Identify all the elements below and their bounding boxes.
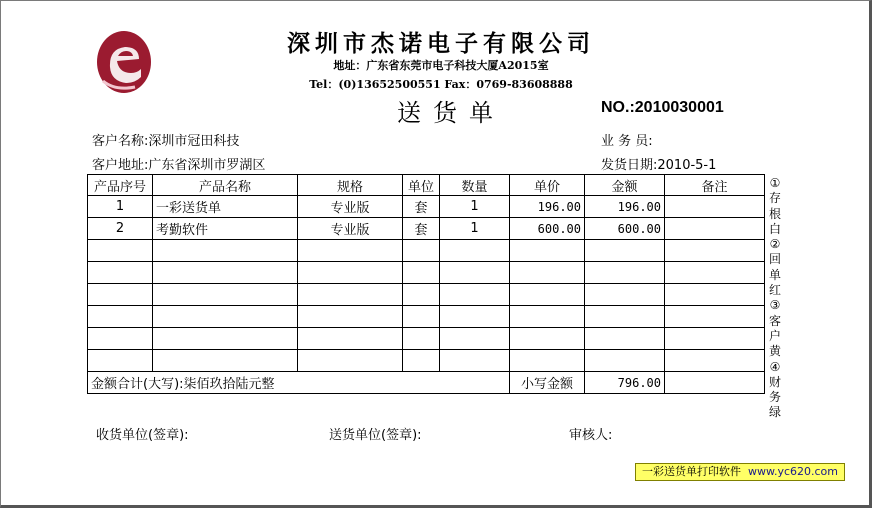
total-lower-label: 小写金额: [510, 372, 585, 394]
copy-char: 黄: [768, 344, 781, 359]
table-cell: 196.00: [585, 196, 665, 218]
table-cell: [510, 306, 585, 328]
table-cell: [298, 284, 403, 306]
table-cell: [298, 350, 403, 372]
table-cell: 专业版: [298, 196, 403, 218]
table-cell: [298, 240, 403, 262]
table-cell: [585, 262, 665, 284]
table-cell: [665, 306, 765, 328]
sender-signature-label: 送货单位(签章):: [329, 428, 422, 443]
table-cell: [403, 284, 440, 306]
customer-address-label: 客户地址:: [92, 158, 149, 173]
table-cell: [510, 328, 585, 350]
table-cell: [440, 306, 510, 328]
copy-char: 客: [768, 313, 781, 328]
table-row: [88, 240, 765, 262]
table-cell: [88, 240, 153, 262]
copy-char: 存: [768, 191, 781, 206]
copy-char: 白: [768, 221, 781, 236]
table-cell: [88, 328, 153, 350]
copy-char: 绿: [768, 405, 781, 420]
table-cell: [440, 284, 510, 306]
table-cell: 套: [403, 196, 440, 218]
salesperson-row: [601, 130, 653, 149]
receiver-signature-label: 收货单位(签章):: [96, 428, 189, 443]
table-cell: 2: [88, 218, 153, 240]
table-cell: [510, 262, 585, 284]
column-header: 产品名称: [153, 175, 298, 196]
table-cell: [403, 240, 440, 262]
column-header: 数量: [440, 175, 510, 196]
table-cell: [403, 328, 440, 350]
table-cell: [298, 262, 403, 284]
table-row: [88, 262, 765, 284]
ship-date-row: [601, 154, 716, 173]
table-cell: [510, 284, 585, 306]
table-cell: [88, 284, 153, 306]
table-cell: [298, 306, 403, 328]
table-cell: [153, 240, 298, 262]
column-header: 金额: [585, 175, 665, 196]
table-cell: [153, 328, 298, 350]
customer-name-label: 客户名称:: [92, 134, 149, 149]
customer-name: 深圳市冠田科技: [148, 134, 240, 149]
table-cell: [665, 218, 765, 240]
table-cell: [665, 240, 765, 262]
table-cell: [585, 306, 665, 328]
copy-char: ③: [769, 298, 781, 313]
ship-date-label: 发货日期:: [601, 158, 658, 173]
table-row: [88, 218, 765, 240]
table-cell: [403, 350, 440, 372]
total-row: [88, 372, 765, 394]
company-contact: Tel：(0)13652500551 Fax：0769-83608888: [309, 78, 573, 91]
table-cell: [403, 306, 440, 328]
table-cell: [153, 306, 298, 328]
total-upper-value: 柒佰玖拾陆元整: [183, 377, 275, 392]
company-address: 地址：广东省东莞市电子科技大厦A2015室: [333, 59, 549, 72]
table-cell: 600.00: [510, 218, 585, 240]
table-cell: [88, 306, 153, 328]
ad-text: 一彩送货单打印软件: [641, 465, 741, 478]
total-upper-cell: [88, 372, 510, 394]
table-cell: 一彩送货单: [153, 196, 298, 218]
salesperson-label: 业 务 员:: [601, 134, 653, 149]
copy-char: 红: [768, 283, 781, 298]
table-cell: [665, 196, 765, 218]
column-header: 备注: [665, 175, 765, 196]
ad-site-link[interactable]: www.yc620.com: [747, 465, 839, 478]
table-cell: [665, 350, 765, 372]
table-cell: [665, 284, 765, 306]
table-cell: [88, 350, 153, 372]
table-header-row: [88, 175, 765, 196]
document-number: NO.:2010030001: [601, 99, 724, 116]
copy-char: ②: [769, 237, 781, 252]
table-cell: [585, 284, 665, 306]
copy-char: 回: [768, 252, 781, 267]
table-cell: 600.00: [585, 218, 665, 240]
table-cell: [585, 350, 665, 372]
copy-char: 财: [768, 374, 781, 389]
table-cell: 1: [88, 196, 153, 218]
table-row: [88, 284, 765, 306]
reviewer-label: 审核人:: [569, 428, 613, 443]
items-table: [87, 174, 765, 394]
table-cell: 1: [440, 196, 510, 218]
table-cell: [510, 350, 585, 372]
column-header: 单位: [403, 175, 440, 196]
table-cell: [585, 328, 665, 350]
table-cell: [440, 240, 510, 262]
table-cell: [153, 350, 298, 372]
table-row: [88, 306, 765, 328]
document-title: 送货单: [397, 99, 505, 127]
ship-date: 2010-5-1: [657, 158, 717, 173]
table-cell: [88, 262, 153, 284]
column-header: 单价: [510, 175, 585, 196]
table-cell: 套: [403, 218, 440, 240]
table-cell: 196.00: [510, 196, 585, 218]
table-cell: [665, 262, 765, 284]
copy-distribution-legend: [767, 176, 783, 421]
table-cell: [153, 284, 298, 306]
copy-char: 务: [768, 390, 781, 405]
software-ad-banner[interactable]: [635, 463, 845, 481]
table-row: [88, 328, 765, 350]
table-cell: 1: [440, 218, 510, 240]
table-cell: [510, 240, 585, 262]
copy-char: 户: [768, 328, 781, 343]
table-cell: 考勤软件: [153, 218, 298, 240]
table-cell: [298, 328, 403, 350]
total-lower-value: 796.00: [585, 372, 665, 394]
table-cell: [403, 262, 440, 284]
company-name: 深圳市杰诺电子有限公司: [287, 30, 595, 57]
table-cell: 专业版: [298, 218, 403, 240]
copy-char: 单: [768, 267, 781, 282]
copy-char: ①: [769, 176, 781, 190]
customer-address-row: [92, 154, 265, 173]
company-logo-icon: [95, 29, 153, 95]
table-cell: [440, 262, 510, 284]
table-cell: [665, 328, 765, 350]
table-row: [88, 350, 765, 372]
customer-address: 广东省深圳市罗湖区: [148, 158, 266, 173]
table-cell: [440, 350, 510, 372]
table-cell: [153, 262, 298, 284]
table-cell: [440, 328, 510, 350]
customer-name-row: [92, 130, 239, 149]
table-cell: [665, 372, 765, 394]
column-header: 产品序号: [88, 175, 153, 196]
table-cell: [585, 240, 665, 262]
table-row: [88, 196, 765, 218]
copy-char: 根: [768, 206, 781, 221]
total-upper-label: 金额合计(大写):: [91, 377, 184, 392]
copy-char: ④: [769, 359, 781, 374]
column-header: 规格: [298, 175, 403, 196]
